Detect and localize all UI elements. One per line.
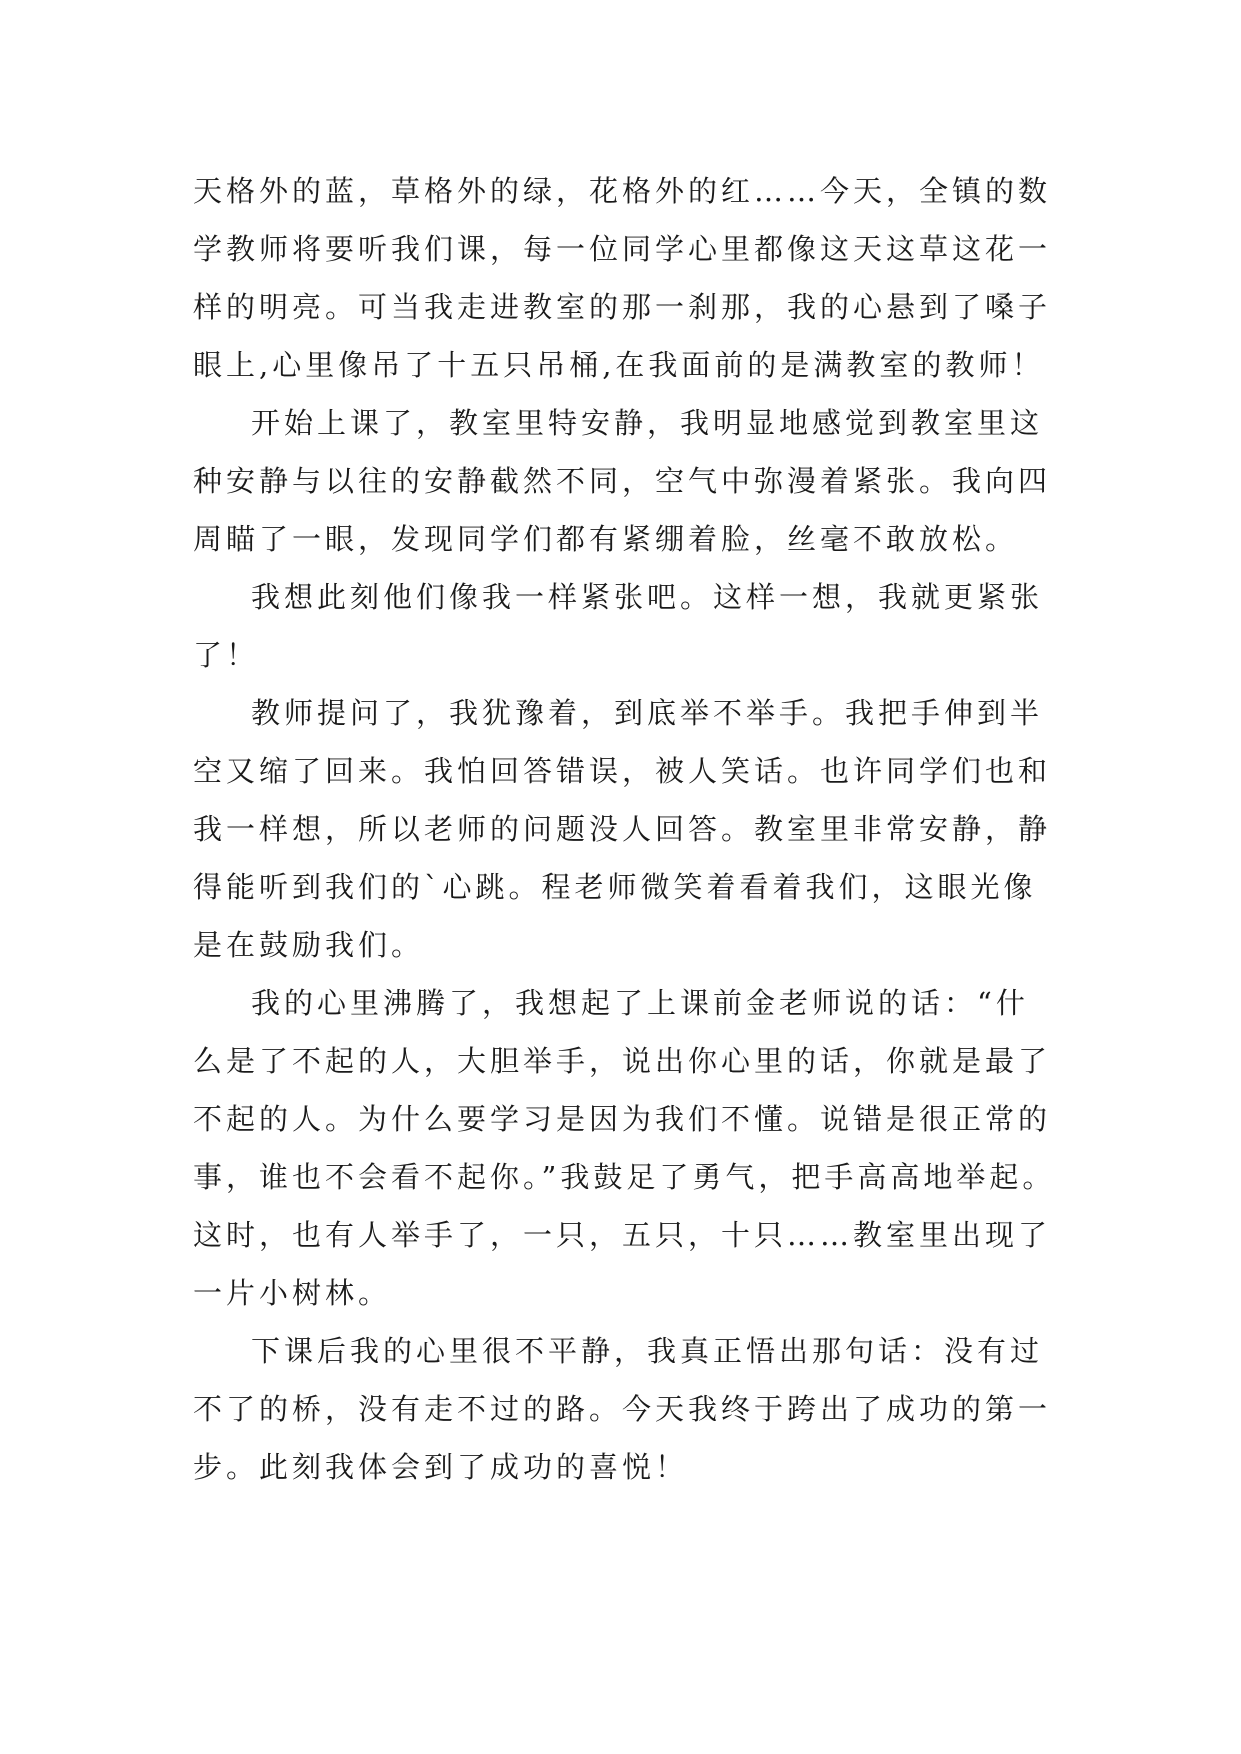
text-line: 种安静与以往的安静截然不同，空气中弥漫着紧张。我向四: [193, 464, 1052, 498]
text-line: 我的心里沸腾了，我想起了上课前金老师说的话：“什: [251, 986, 1029, 1020]
text-line: 教师提问了，我犹豫着，到底举不举手。我把手伸到半: [251, 696, 1044, 730]
paragraph-3: [193, 568, 1073, 684]
text-line: 事，谁也不会看不起你。”我鼓足了勇气，把手高高地举起。: [193, 1160, 1056, 1194]
text-line: 了！: [193, 638, 260, 672]
text-line: 么是了不起的人，大胆举手，说出你心里的话，你就是最了: [193, 1044, 1052, 1078]
paragraph-4: [193, 684, 1073, 974]
text-line: 我想此刻他们像我一样紧张吧。这样一想，我就更紧张: [251, 580, 1044, 614]
text-line: 我一样想，所以老师的问题没人回答。教室里非常安静，静: [193, 812, 1052, 846]
text-line: 样的明亮。可当我走进教室的那一刹那，我的心悬到了嗓子: [193, 290, 1052, 324]
paragraph-5: [193, 974, 1073, 1322]
text-line: 开始上课了，教室里特安静，我明显地感觉到教室里这: [251, 406, 1044, 440]
paragraph-6: [193, 1322, 1073, 1496]
text-line: 不起的人。为什么要学习是因为我们不懂。说错是很正常的: [193, 1102, 1052, 1136]
text-line: 下课后我的心里很不平静，我真正悟出那句话：没有过: [251, 1334, 1044, 1368]
text-line: 是在鼓励我们。: [193, 928, 425, 962]
text-line: 周瞄了一眼，发现同学们都有紧绷着脸，丝毫不敢放松。: [193, 522, 1019, 556]
text-line: 这时，也有人举手了，一只，五只，十只……教室里出现了: [193, 1218, 1052, 1252]
paragraph-2: [193, 394, 1073, 568]
essay-body: [193, 162, 1073, 1496]
text-line: 得能听到我们的`心跳。程老师微笑着看着我们，这眼光像: [193, 870, 1037, 904]
paragraph-1: [193, 162, 1073, 394]
text-line: 不了的桥，没有走不过的路。今天我终于跨出了成功的第一: [193, 1392, 1052, 1426]
text-line: 眼上,心里像吊了十五只吊桶,在我面前的是满教室的教师！: [193, 348, 1045, 382]
text-line: 空又缩了回来。我怕回答错误，被人笑话。也许同学们也和: [193, 754, 1052, 788]
text-line: 天格外的蓝，草格外的绿，花格外的红……今天，全镇的数: [193, 174, 1052, 208]
text-line: 学教师将要听我们课，每一位同学心里都像这天这草这花一: [193, 232, 1052, 266]
text-line: 一片小树林。: [193, 1276, 392, 1310]
text-line: 步。此刻我体会到了成功的喜悦！: [193, 1450, 689, 1484]
